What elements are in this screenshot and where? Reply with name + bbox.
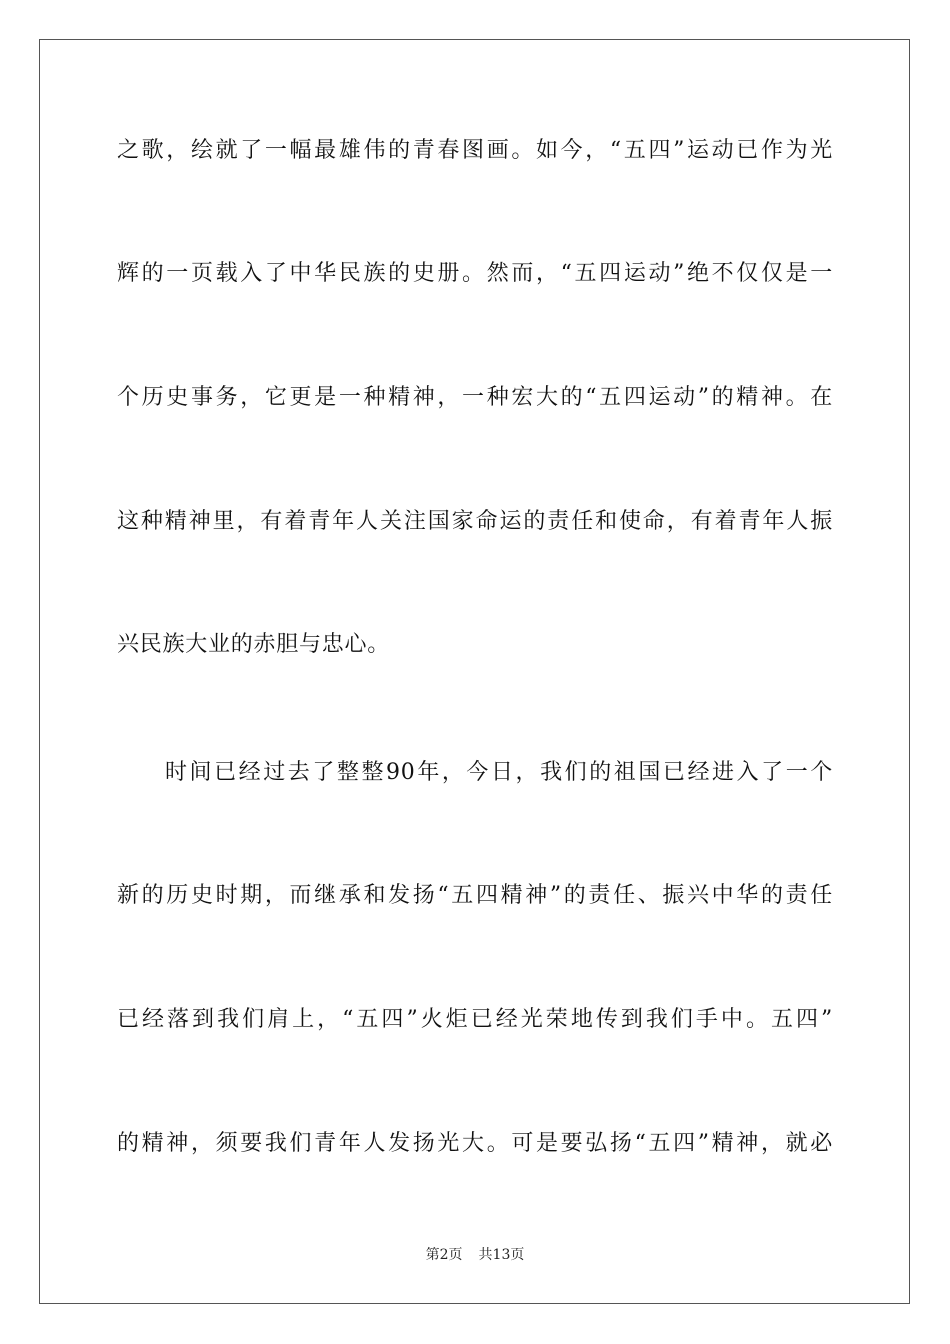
paragraph-line: 时间已经过去了整整90年，今日，我们的祖国已经进入了一个 <box>165 760 833 785</box>
paragraph-line: 已经落到我们肩上，“五四”火炬已经光荣地传到我们手中。五四” <box>117 1007 833 1032</box>
paragraph-line: 这种精神里，有着青年人关注国家命运的责任和使命，有着青年人振 <box>117 509 833 534</box>
page-border <box>39 39 910 1304</box>
paragraph-line: 的精神，须要我们青年人发扬光大。可是要弘扬“五四”精神，就必 <box>117 1131 833 1156</box>
paragraph-line: 新的历史时期，而继承和发扬“五四精神”的责任、振兴中华的责任 <box>117 883 833 908</box>
paragraph-line: 兴民族大业的赤胆与忠心。 <box>117 632 391 657</box>
paragraph-line: 之歌，绘就了一幅最雄伟的青春图画。如今，“五四”运动已作为光 <box>117 138 833 163</box>
paragraph-line: 辉的一页载入了中华民族的史册。然而，“五四运动”绝不仅仅是一 <box>117 261 833 286</box>
paragraph-line: 个历史事务，它更是一种精神，一种宏大的“五四运动”的精神。在 <box>117 385 833 410</box>
page-footer <box>0 1245 950 1265</box>
total-pages: 共13页 <box>478 1247 525 1263</box>
page-number: 第2页 <box>425 1247 463 1263</box>
